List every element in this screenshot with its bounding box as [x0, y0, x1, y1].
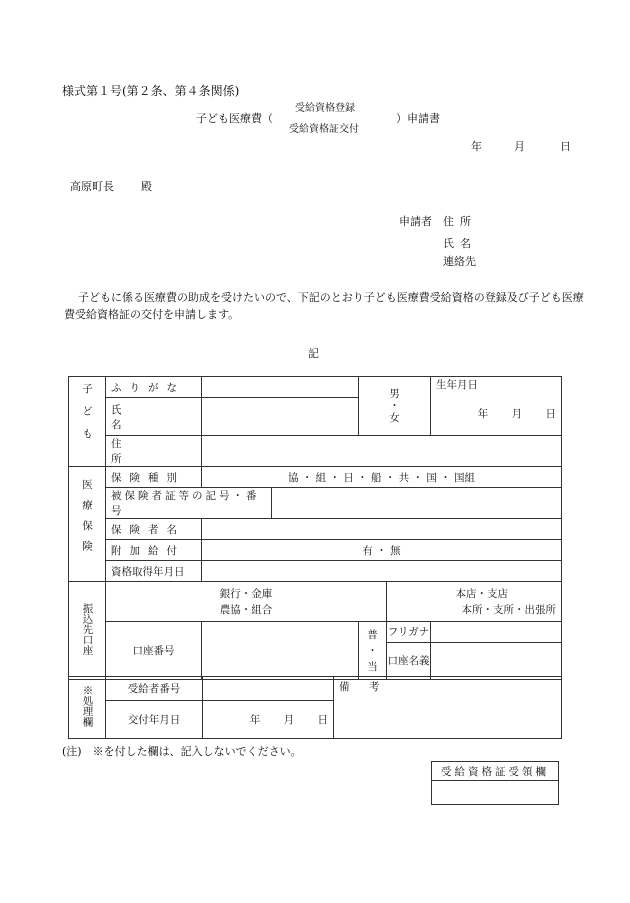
footnote: (注) ※を付した欄は、記入しないでください。 [62, 745, 302, 758]
form-number: 様式第１号(第２条、第４条関係) [62, 84, 240, 98]
child-section-text: 子ども [81, 383, 93, 451]
applicant-contact-label: 連絡先 [443, 255, 476, 268]
title-prefix: 子ども医療費（ [196, 112, 273, 125]
applicant-label: 申請者 [399, 215, 432, 228]
receipt-label: 受給資格証受領欄 [432, 762, 559, 781]
ki-heading: 記 [308, 347, 319, 360]
title-suffix: ）申請書 [396, 112, 440, 125]
processing-section-label [69, 677, 106, 739]
holder-name-label: 口座名義 [387, 655, 430, 667]
child-address-field[interactable] [202, 436, 562, 467]
processing-table [68, 676, 562, 739]
bank-types-2: 農協・組合 [219, 603, 273, 616]
holder-furigana-label: フリガナ [387, 622, 430, 643]
insurer-name-label: 保険者名 [106, 519, 202, 540]
insurance-section-label [69, 467, 106, 582]
issue-month: 月 [283, 714, 295, 726]
acquired-date-label: 資格取得年月日 [106, 561, 202, 582]
account-holder-field[interactable] [431, 622, 562, 680]
applicant-address-label: 住所 [443, 215, 477, 228]
insurance-section-text: 医療保険 [81, 478, 93, 561]
child-furigana-label: ふりがな [106, 377, 202, 398]
dob-month: 月 [511, 408, 523, 420]
date-day-label: 日 [560, 140, 571, 153]
gender-female: 女 [389, 412, 400, 424]
option-registration: 受給資格登録 [295, 103, 355, 114]
bank-section-label [69, 582, 106, 680]
option-certificate: 受給資格証交付 [289, 124, 359, 135]
issue-date-field[interactable] [203, 701, 334, 739]
bank-types-1: 銀行・金庫 [219, 587, 273, 600]
addressee-honorific: 殿 [141, 180, 152, 193]
issue-day: 日 [317, 714, 328, 726]
child-furigana-field[interactable] [202, 377, 359, 398]
insurance-cert-field[interactable] [272, 488, 562, 519]
addressee-name: 高原町長 [70, 180, 114, 193]
child-section-label [69, 377, 106, 467]
dob-year: 年 [477, 408, 489, 420]
recipient-number-label: 受給者番号 [106, 677, 203, 701]
account-type-field[interactable] [359, 622, 387, 680]
account-type-dot: ・ [367, 644, 378, 657]
child-name-field[interactable] [202, 398, 359, 436]
acquired-date-field[interactable] [202, 561, 562, 582]
account-holder-labels [387, 622, 431, 680]
account-type-2: 当 [367, 660, 378, 673]
gender-dot: ・ [389, 400, 400, 412]
receipt-table [431, 761, 559, 805]
issue-year: 年 [249, 714, 261, 726]
dob-label: 生年月日 [436, 379, 479, 391]
main-form-table [68, 376, 562, 680]
child-name-label: 氏名 [106, 398, 202, 436]
recipient-number-field[interactable] [203, 677, 334, 701]
gender-male: 男 [389, 388, 400, 400]
child-dob-field[interactable] [431, 377, 562, 436]
benefit-label: 附加給付 [106, 540, 202, 561]
benefit-options[interactable]: 有 ・ 無 [202, 540, 562, 561]
account-number-field[interactable] [202, 622, 359, 680]
issue-date-label: 交付年月日 [106, 701, 203, 739]
account-type-1: 普 [367, 628, 378, 641]
branch-types-2: 本所・支所・出張所 [461, 603, 557, 616]
dob-day: 日 [545, 408, 557, 420]
child-gender-field[interactable] [359, 377, 431, 436]
child-address-label: 住所 [106, 436, 202, 467]
receipt-field[interactable] [432, 781, 559, 805]
date-year-label: 年 [471, 140, 482, 153]
insurer-name-field[interactable] [202, 519, 562, 540]
processing-section-text: ※処理欄 [81, 685, 94, 727]
remarks-field[interactable] [334, 677, 562, 739]
branch-types-1: 本店・支店 [455, 587, 509, 600]
branch-name-field[interactable] [387, 582, 562, 622]
insurance-type-label: 保険種別 [106, 467, 202, 488]
remarks-label: 備 考 [339, 681, 388, 693]
insurance-type-options[interactable]: 協 ・ 組 ・ 日 ・ 船 ・ 共 ・ 国 ・ 国組 [202, 467, 562, 488]
insurance-cert-label: 被保険者証等の記号・番号 [106, 488, 272, 519]
date-month-label: 月 [514, 140, 525, 153]
bank-section-text: 振込先口座 [81, 602, 94, 656]
applicant-name-label: 氏名 [443, 237, 477, 250]
bank-name-field[interactable] [106, 582, 387, 622]
account-number-label: 口座番号 [106, 622, 202, 680]
application-statement: 子どもに係る医療費の助成を受けたいので、下記のとおり子ども医療費受給資格の登録及び子ども医療費受給資格証の交付を申請します。 [64, 291, 584, 321]
